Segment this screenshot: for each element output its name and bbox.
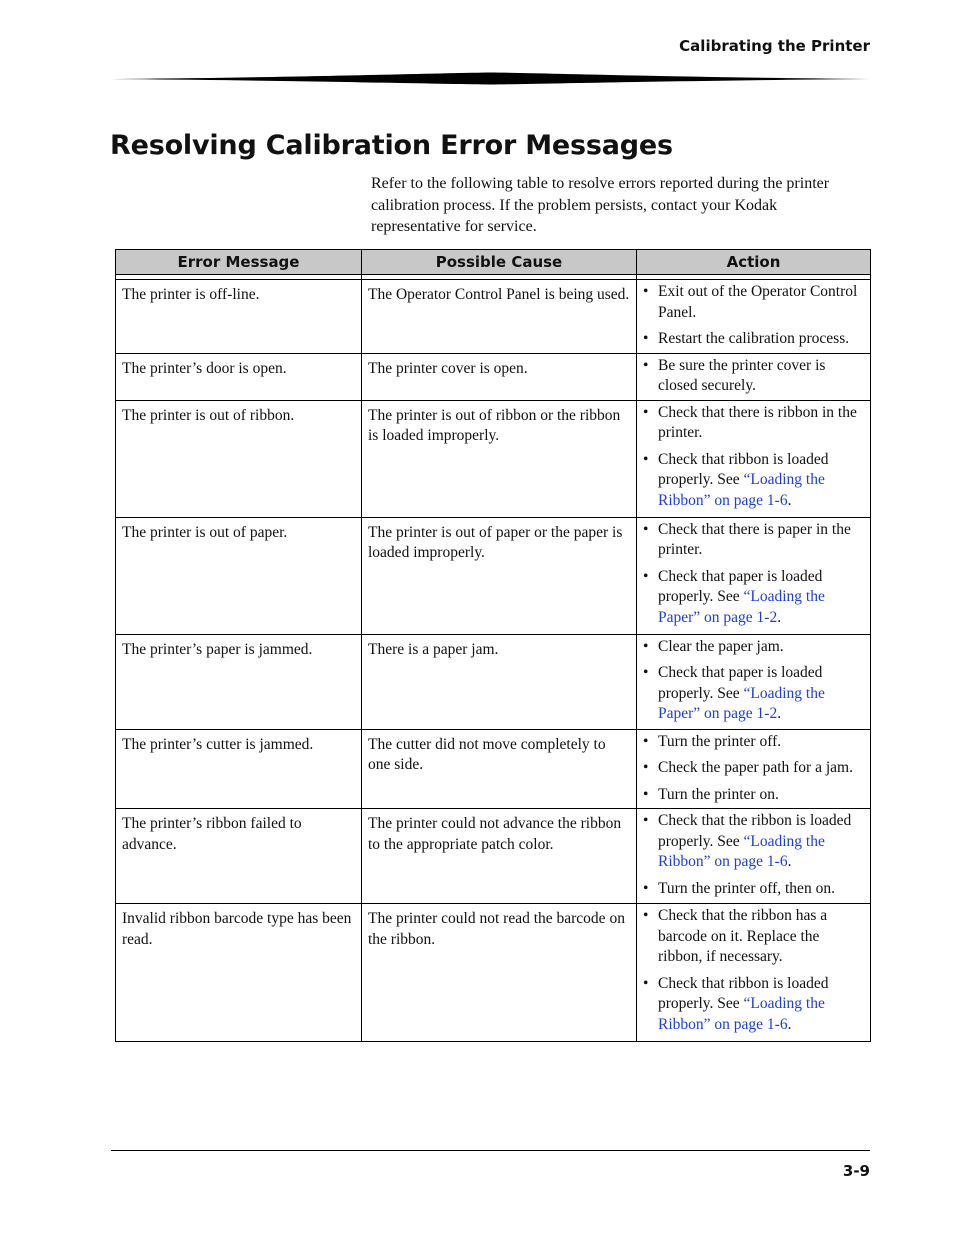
action-cell xyxy=(637,729,871,809)
action-text: Exit out of the Operator Control Panel. xyxy=(658,283,858,321)
action-text: Check that ribbon is loaded properly. See xyxy=(658,974,829,1012)
table-row xyxy=(116,400,871,517)
possible-cause-cell: The printer could not read the barcode on the ribbon. xyxy=(362,904,637,1042)
cross-reference-link[interactable]: “Loading the Paper” on page 1-2 xyxy=(658,684,825,722)
action-text: Be sure the printer cover is closed securely. xyxy=(658,356,826,394)
action-text: Turn the printer off. xyxy=(658,732,782,750)
action-text: Check the paper path for a jam. xyxy=(658,759,853,776)
action-list xyxy=(641,637,866,725)
action-item xyxy=(641,403,866,444)
action-text-suffix: . xyxy=(787,491,792,509)
action-cell xyxy=(637,809,871,904)
page-number: 3-9 xyxy=(842,1162,870,1180)
action-cell xyxy=(637,634,871,729)
table-row xyxy=(116,353,871,400)
cross-reference-link[interactable]: “Loading the Ribbon” on page 1-6 xyxy=(658,995,825,1033)
possible-cause-cell: The printer is out of paper or the paper is loaded improperly. xyxy=(362,517,637,634)
running-header: Calibrating the Printer xyxy=(679,37,870,55)
action-text-suffix: . xyxy=(787,853,792,870)
action-item xyxy=(641,637,866,658)
table-row xyxy=(116,517,871,634)
error-table xyxy=(115,249,871,1042)
action-text: Clear the paper jam. xyxy=(658,637,784,655)
action-item xyxy=(641,811,866,873)
error-message-cell: The printer is out of ribbon. xyxy=(116,400,362,517)
action-text: Check that paper is loaded properly. See xyxy=(658,567,823,605)
table-row xyxy=(116,729,871,809)
action-cell xyxy=(637,353,871,400)
action-text-suffix: . xyxy=(777,608,782,626)
action-list xyxy=(641,356,866,397)
action-text: Turn the printer on. xyxy=(658,785,779,803)
action-cell xyxy=(637,400,871,517)
table-header-row xyxy=(116,250,871,275)
action-cell xyxy=(637,904,871,1042)
action-text: Restart the calibration process. xyxy=(658,330,850,347)
intro-paragraph: Refer to the following table to resolve errors reported during the printer calibration process. If the problem persists, contact your Kodak representative for service. xyxy=(371,175,830,235)
column-header-possible-cause: Possible Cause xyxy=(362,250,637,275)
action-list xyxy=(641,282,866,350)
action-item xyxy=(641,906,866,968)
possible-cause-cell: The Operator Control Panel is being used. xyxy=(362,280,637,354)
table-row xyxy=(116,280,871,354)
possible-cause-cell: There is a paper jam. xyxy=(362,634,637,729)
table-body xyxy=(116,280,871,1042)
action-item xyxy=(641,356,866,397)
possible-cause-cell: The printer is out of ribbon or the ribbon is loaded improperly. xyxy=(362,400,637,517)
cross-reference-link[interactable]: “Loading the Ribbon” on page 1-6 xyxy=(658,471,825,509)
error-message-cell: The printer is off-line. xyxy=(116,280,362,354)
action-item xyxy=(641,785,866,806)
action-item xyxy=(641,520,866,561)
action-item xyxy=(641,879,866,900)
action-list xyxy=(641,520,866,629)
possible-cause-cell: The printer could not advance the ribbon to the appropriate patch color. xyxy=(362,809,637,904)
action-text: Check that the ribbon has a barcode on it. Replace the ribbon, if necessary. xyxy=(658,907,828,965)
possible-cause-cell: The cutter did not move completely to one side. xyxy=(362,729,637,809)
action-item xyxy=(641,282,866,323)
action-item xyxy=(641,758,866,779)
action-list xyxy=(641,732,866,806)
action-list xyxy=(641,906,866,1035)
action-text: Check that ribbon is loaded properly. See xyxy=(658,450,829,488)
action-text: Check that paper is loaded properly. See xyxy=(658,664,823,702)
cross-reference-link[interactable]: “Loading the Ribbon” on page 1-6 xyxy=(658,832,825,870)
error-message-cell: The printer’s cutter is jammed. xyxy=(116,729,362,809)
error-message-cell: The printer’s paper is jammed. xyxy=(116,634,362,729)
action-item xyxy=(641,732,866,753)
column-header-error-message: Error Message xyxy=(116,250,362,275)
action-item xyxy=(641,974,866,1036)
header-rule xyxy=(111,71,870,85)
action-item xyxy=(641,567,866,629)
column-header-action: Action xyxy=(637,250,871,275)
possible-cause-cell: The printer cover is open. xyxy=(362,353,637,400)
error-message-cell: The printer’s door is open. xyxy=(116,353,362,400)
error-message-cell: The printer’s ribbon failed to advance. xyxy=(116,809,362,904)
action-item xyxy=(641,450,866,512)
action-text: Check that the ribbon is loaded properly. See xyxy=(658,812,852,850)
page-title: Resolving Calibration Error Messages xyxy=(110,130,673,161)
action-text: Turn the printer off, then on. xyxy=(658,879,835,897)
action-cell xyxy=(637,517,871,634)
action-text-suffix: . xyxy=(787,1015,792,1033)
action-text-suffix: . xyxy=(777,705,782,722)
action-text: Check that there is paper in the printer. xyxy=(658,520,851,558)
action-item xyxy=(641,663,866,725)
action-list xyxy=(641,403,866,512)
cross-reference-link[interactable]: “Loading the Paper” on page 1-2 xyxy=(658,588,825,626)
action-text: Check that there is ribbon in the printer. xyxy=(658,403,857,441)
table-row xyxy=(116,809,871,904)
error-message-cell: Invalid ribbon barcode type has been read. xyxy=(116,904,362,1042)
table-row xyxy=(116,634,871,729)
action-cell xyxy=(637,280,871,354)
action-list xyxy=(641,811,866,899)
table-row xyxy=(116,904,871,1042)
error-message-cell: The printer is out of paper. xyxy=(116,517,362,634)
footer-rule xyxy=(111,1150,870,1151)
action-item xyxy=(641,329,866,350)
